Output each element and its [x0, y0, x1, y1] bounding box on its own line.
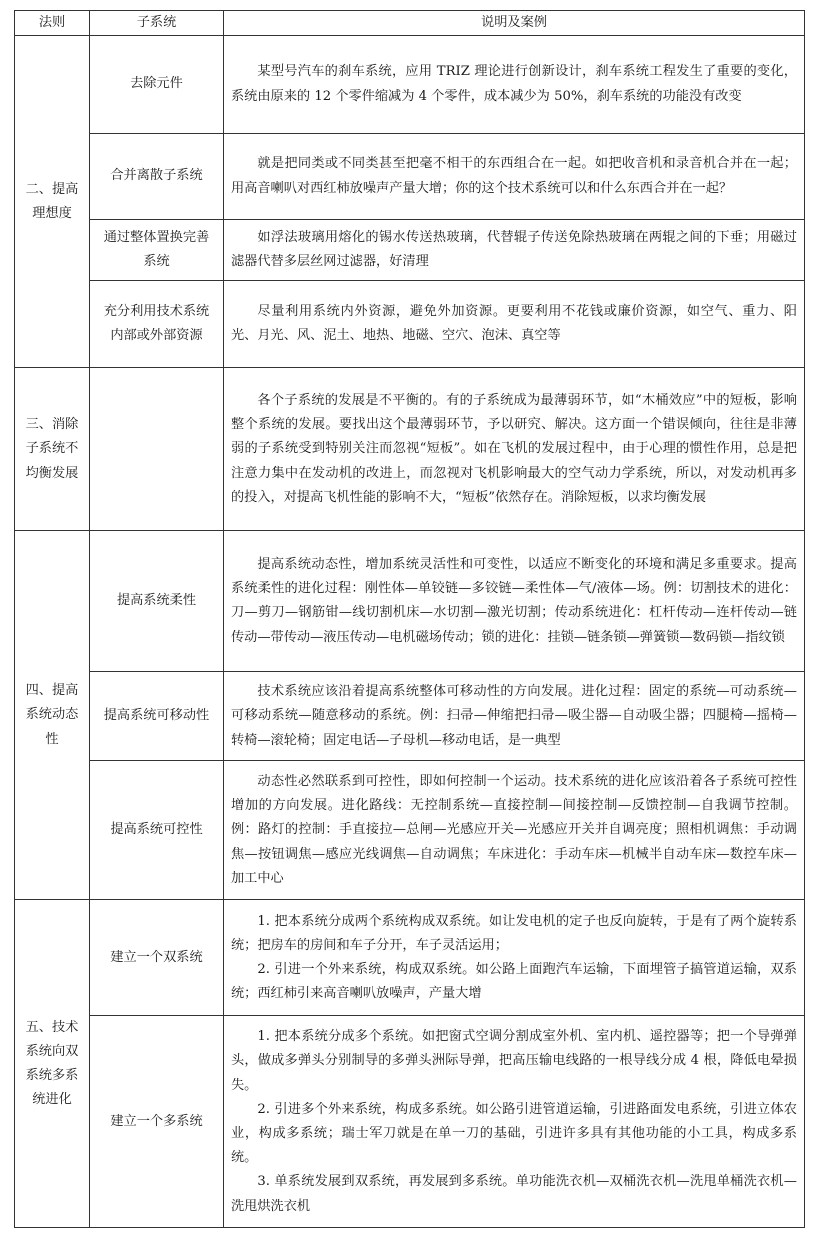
- description-cell: [224, 134, 805, 220]
- subsystem-label: 合并离散子系统: [110, 168, 203, 184]
- table-row: [15, 761, 805, 900]
- description-cell: [224, 761, 805, 900]
- description-paragraph: 1. 把本系统分成多个系统。如把窗式空调分割成室外机、室内机、遥控器等；把一个导弹弹头，做成多弹头分别制导的多弹头洲际导弹，把高压输电线路的一根导线分成 4 根，降低电晕损失。: [231, 1029, 797, 1093]
- description-cell: [224, 1016, 805, 1228]
- subsystem-cell: [90, 900, 224, 1016]
- subsystem-label: 建立一个多系统: [110, 1113, 203, 1129]
- description-cell: [224, 281, 805, 368]
- header-subsystem: 子系统: [90, 11, 224, 36]
- subsystem-label: 提高系统柔性: [116, 593, 197, 609]
- subsystem-label: 通过整体置换完善系统: [103, 230, 210, 270]
- description-paragraph: 某型号汽车的刹车系统，应用 TRIZ 理论进行创新设计，刹车系统工程发生了重要的变化，系统由原来的 12 个零件缩减为 4 个零件，成本减少为 50%，刹车系统的功能没有改变: [231, 64, 797, 104]
- table-row: [15, 368, 805, 531]
- law-cell: [15, 900, 90, 1228]
- description-cell: [224, 900, 805, 1016]
- law-cell: [15, 531, 90, 900]
- description-paragraph: 尽量利用系统内外资源，避免外加资源。更要利用不花钱或廉价资源，如空气、重力、阳光、月光、风、泥土、地热、地磁、空穴、泡沫、真空等: [231, 304, 797, 344]
- subsystem-label: 提高系统可移动性: [103, 708, 210, 724]
- subsystem-label: 建立一个双系统: [110, 949, 203, 965]
- subsystem-cell: [90, 368, 224, 531]
- subsystem-label: 去除元件: [130, 76, 183, 92]
- table-row: [15, 900, 805, 1016]
- description-paragraph: 1. 把本系统分成两个系统构成双系统。如让发电机的定子也反向旋转，于是有了两个旋转系统；把房车的房间和车子分开，车子灵活运用；: [231, 913, 797, 953]
- law-label: 三、消除子系统不均衡发展: [25, 417, 79, 481]
- subsystem-cell: [90, 1016, 224, 1228]
- table-row: [15, 220, 805, 281]
- subsystem-cell: [90, 220, 224, 281]
- law-label: 二、提高理想度: [25, 181, 79, 221]
- description-paragraph: 2. 引进一个外来系统，构成双系统。如公路上面跑汽车运输，下面埋管子搞管道运输，双系统；西红柿引来高音喇叭放噪声，产量大增: [231, 961, 797, 1002]
- description-paragraph: 3. 单系统发展到双系统，再发展到多系统。单功能洗衣机—双桶洗衣机—洗甩单桶洗衣机—洗甩烘洗衣机: [231, 1174, 797, 1214]
- table-row: [15, 1016, 805, 1228]
- header-description: 说明及案例: [224, 11, 805, 36]
- subsystem-cell: [90, 36, 224, 134]
- description-cell: [224, 531, 805, 672]
- header-law: 法则: [15, 11, 90, 36]
- law-cell: [15, 368, 90, 531]
- description-paragraph: 就是把同类或不同类甚至把毫不相干的东西组合在一起。如把收音机和录音机合并在一起；用高音喇叭对西红柿放噪声产量大增；你的这个技术系统可以和什么东西合并在一起？: [231, 156, 797, 196]
- description-paragraph: 技术系统应该沿着提高系统整体可移动性的方向发展。进化过程：固定的系统—可动系统—可移动系统—随意移动的系统。例：扫帚—伸缩把扫帚—吸尘器—自动吸尘器；四腿椅—摇椅—转椅—滚轮椅；固定电话—子母机—移动电话，是一典型: [231, 684, 797, 748]
- table-row: [15, 531, 805, 672]
- description-paragraph: 各个子系统的发展是不平衡的。有的子系统成为最薄弱环节，如“木桶效应”中的短板，影响整个系统的发展。要找出这个最薄弱环节，予以研究、解决。这方面一个错误倾向，往往是非薄弱的子系统受到特别关注而忽视“短板”。如在飞机的发展过程中，由于心理的惯性作用，总是把注意力集中在发动机的改进上，而忽视对飞机影响最大的空气动力学系统，所以，对发动机再多的投入，对提高飞机性能的影响不大，“短板”依然存在。消除短板，以求均衡发展: [231, 392, 797, 505]
- subsystem-cell: [90, 134, 224, 220]
- subsystem-label: 充分利用技术系统内部或外部资源: [103, 304, 210, 344]
- law-label: 五、技术系统向双系统多系统进化: [25, 1019, 79, 1108]
- header-row: [15, 11, 805, 36]
- law-label: 四、提高系统动态性: [25, 683, 79, 747]
- description-paragraph: 如浮法玻璃用熔化的锡水传送热玻璃，代替辊子传送免除热玻璃在两辊之间的下垂；用磁过滤器代替多层丝网过滤器，好清理: [231, 230, 797, 270]
- table-row: [15, 281, 805, 368]
- subsystem-cell: [90, 672, 224, 761]
- description-paragraph: 动态性必然联系到可控性，即如何控制一个运动。技术系统的进化应该沿着各子系统可控性增加的方向发展。进化路线：无控制系统—直接控制—间接控制—反馈控制—自我调节控制。例：路灯的控制：手直接拉—总闸—光感应开关—光感应开关并自调亮度；照相机调焦：手动调焦—按钮调焦—感应光线调焦—自动调焦；车床进化：手动车床—机械半自动车床—数控车床—加工中心: [231, 773, 797, 886]
- subsystem-cell: [90, 281, 224, 368]
- table-row: [15, 36, 805, 134]
- evolution-rules-table: [14, 10, 805, 1228]
- description-paragraph: 2. 引进多个外来系统，构成多系统。如公路引进管道运输，引进路面发电系统，引进立体农业，构成多系统；瑞士军刀就是在单一刀的基础，引进许多具有其他功能的小工具，构成多系统。: [231, 1101, 797, 1166]
- description-cell: [224, 36, 805, 134]
- description-cell: [224, 368, 805, 531]
- description-cell: [224, 672, 805, 761]
- table-row: [15, 134, 805, 220]
- subsystem-label: 提高系统可控性: [110, 822, 203, 838]
- law-cell: [15, 36, 90, 368]
- subsystem-cell: [90, 531, 224, 672]
- rules-table-page: [14, 10, 804, 1228]
- description-paragraph: 提高系统动态性，增加系统灵活性和可变性，以适应不断变化的环境和满足多重要求。提高系统柔性的进化过程：刚性体—单铰链—多铰链—柔性体—气/液体—场。例：切割技术的进化：刀—剪刀—钢筋钳—线切割机床—水切割—激光切割；传动系统进化：杠杆传动—连杆传动—链传动—带传动—液压传动—电机磁场传动；锁的进化：挂锁—链条锁—弹簧锁—数码锁—指纹锁: [231, 557, 797, 645]
- subsystem-cell: [90, 761, 224, 900]
- description-cell: [224, 220, 805, 281]
- table-row: [15, 672, 805, 761]
